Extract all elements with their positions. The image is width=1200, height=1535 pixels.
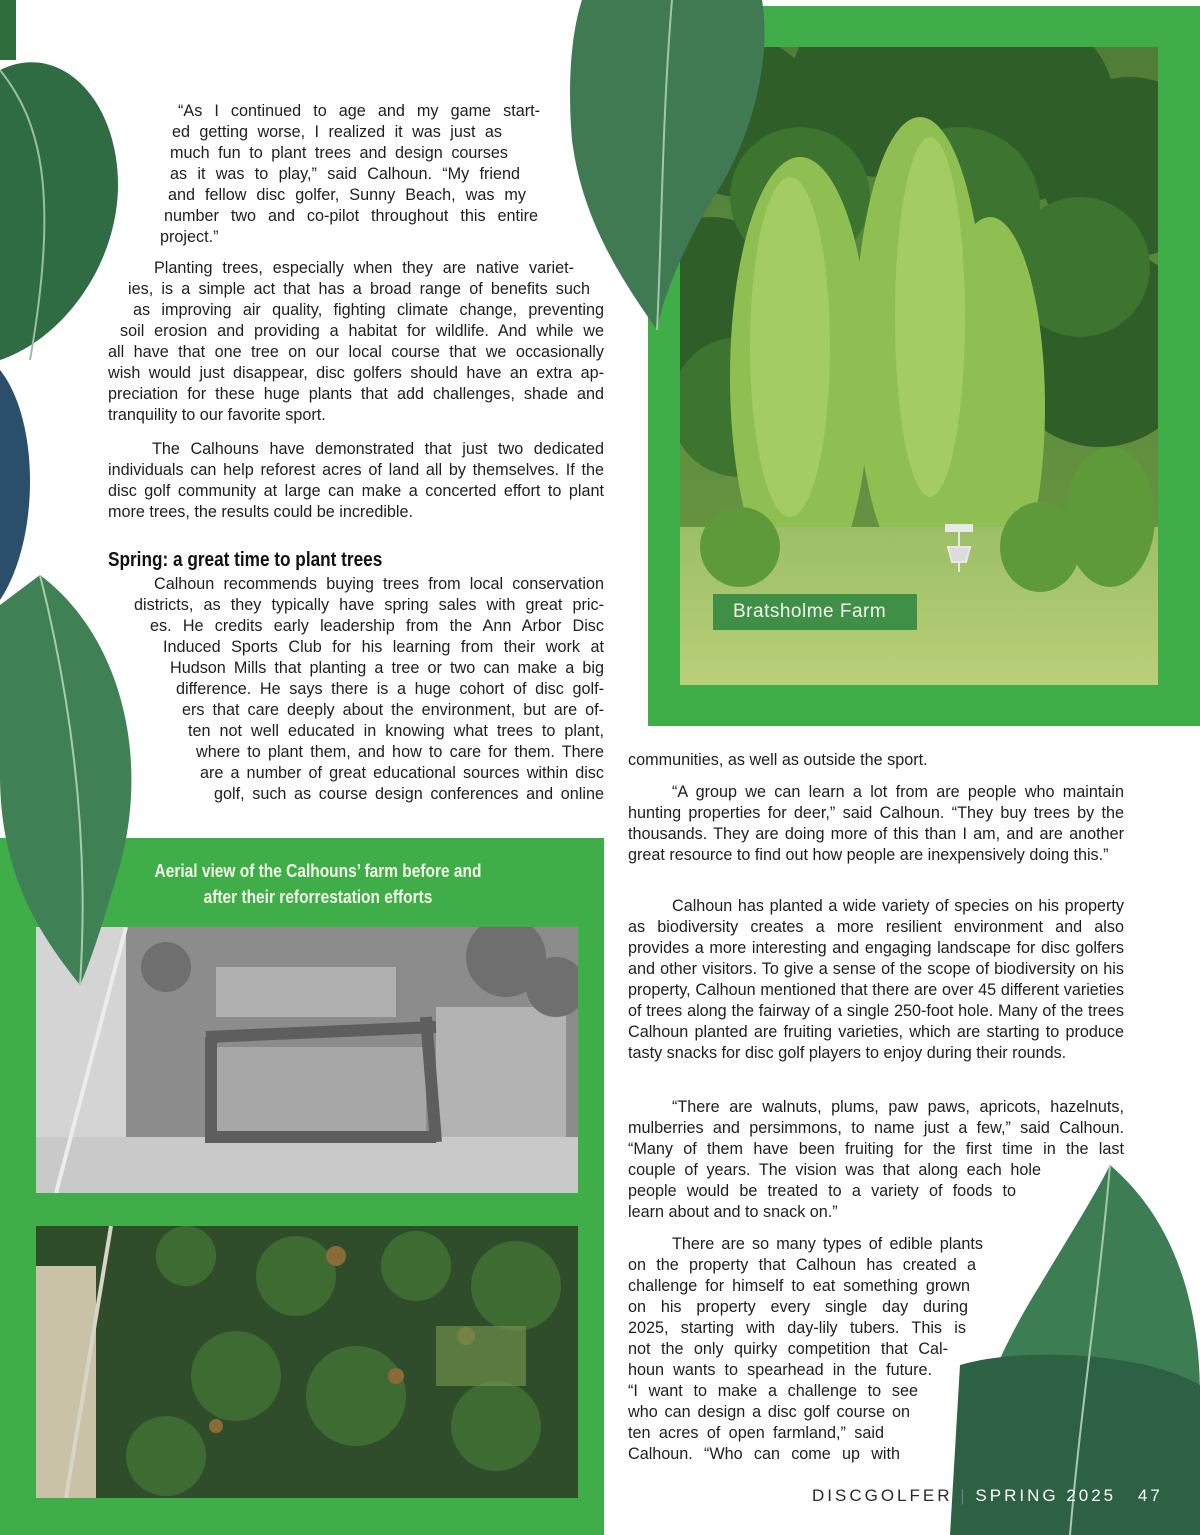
aerial-caption-line-1: Aerial view of the Calhouns’ farm before and	[154, 861, 482, 881]
column-2-para-4	[628, 1097, 1124, 1223]
footer-separator: |	[960, 1486, 968, 1505]
text-line: Calhoun recommends buying trees from local conservation	[154, 575, 604, 593]
text-line: and fellow disc golfer, Sunny Beach, was my	[168, 186, 526, 204]
text-line: ten acres of open farmland,” said	[628, 1424, 884, 1442]
text-line: on the property that Calhoun has created a	[628, 1256, 976, 1274]
aerial-after-photo	[36, 1226, 578, 1498]
photo-caption	[713, 594, 917, 630]
paragraph: The Calhouns have demonstrated that just two dedicated individuals can help reforest acres of land all by themselves. If the disc golf community at large can make a concerted effort to plant more trees, the results could be incredible.	[108, 440, 604, 521]
paragraph: “A group we can learn a lot from are people who maintain hunting properties for deer,” said Calhoun. “They buy trees by the thousands. They are doing more of this than I am, and are another great resource to find out how people are inexpensively doing this.”	[628, 783, 1124, 864]
text-line: tranquility to our favorite sport.	[108, 406, 326, 424]
photo-caption-text: Bratsholme Farm	[733, 601, 887, 622]
text-line: mulberries and persimmons, to name just a few,” said Calhoun.	[628, 1119, 1124, 1137]
column-1-para-3	[108, 439, 604, 523]
text-line: learn about and to snack on.”	[628, 1203, 838, 1221]
text-line: are a number of great educational sources within disc	[200, 764, 604, 782]
paragraph: Calhoun has planted a wide variety of species on his property as biodiversity creates a more resilient environment and also provides a more interesting and engaging landscape for disc golfers and other visitors. To give a sense of the scope of biodiversity on his property, Calhoun mentioned that there are over 45 different varieties of trees along the fairway of a single 250-foot hole. Many of the trees Calhoun planted are fruiting varieties, which are starting to produce tasty snacks for disc golf players to enjoy during their rounds.	[628, 897, 1124, 1062]
text-line: “I want to make a challenge to see	[628, 1382, 918, 1400]
text-line: 2025, starting with day-lily tubers. This is	[628, 1319, 966, 1337]
text-line: “Many of them have been fruiting for the first time in the last	[628, 1140, 1124, 1158]
text-line: number two and co-pilot throughout this entire	[164, 207, 538, 225]
text-line: golf, such as course design conferences and online	[214, 785, 604, 803]
aerial-caption-line-2: after their reforrestation efforts	[203, 887, 433, 907]
text-line: project.”	[160, 228, 219, 246]
column-1-para-1	[160, 101, 540, 248]
text-line: es. He credits early leadership from the Ann Arbor Disc	[150, 617, 604, 635]
text-line: preciation for these huge plants that add challenges, shade and	[108, 385, 604, 403]
text-line: Planting trees, especially when they are native variet-	[154, 259, 574, 277]
text-line: as improving air quality, fighting climate change, preventing	[133, 301, 604, 319]
text-line: There are so many types of edible plants	[672, 1235, 983, 1253]
text-line: difference. He says there is a huge cohort of disc golf-	[176, 680, 604, 698]
text-line: “There are walnuts, plums, paw paws, apricots, hazelnuts,	[672, 1098, 1124, 1116]
text-line: all have that one tree on our local course that we occasionally	[108, 343, 604, 361]
text-line: not the only quirky competition that Cal-	[628, 1340, 948, 1358]
column-2-para-5	[628, 1234, 988, 1465]
text-line: as it was to play,” said Calhoun. “My friend	[170, 165, 520, 183]
text-line: couple of years. The vision was that along each hole	[628, 1161, 1041, 1179]
text-line: districts, as they typically have spring sales with great pric-	[134, 596, 604, 614]
text-line: ed getting worse, I realized it was just as	[172, 123, 502, 141]
leaf-left-middle-icon	[0, 575, 150, 985]
column-1-para-2	[108, 258, 604, 426]
paragraph: communities, as well as outside the sport.	[628, 751, 928, 769]
issue-label: SPRING 2025	[975, 1486, 1117, 1505]
text-line: wish would just disappear, disc golfers should have an extra ap-	[108, 364, 604, 382]
column-2-para-2	[628, 782, 1124, 866]
text-line: who can design a disc golf course on	[628, 1403, 910, 1421]
text-line: Induced Sports Club for his learning from their work at	[163, 638, 604, 656]
text-line: ten not well educated in knowing what trees to plant,	[188, 722, 604, 740]
page-number: 47	[1137, 1486, 1163, 1505]
leaf-left-top-icon	[0, 40, 120, 600]
text-line: Hudson Mills that planting a tree or two can make a big	[170, 659, 604, 677]
aerial-caption	[118, 858, 518, 910]
text-line: soil erosion and providing a habitat for wildlife. And while we	[120, 322, 604, 340]
text-line: where to plant them, and how to care for them. There	[196, 743, 604, 761]
text-line: Calhoun. “Who can come up with	[628, 1445, 900, 1463]
text-line: ies, is a simple act that has a broad range of benefits such	[128, 280, 590, 298]
text-line: “As I continued to age and my game start-	[178, 102, 540, 120]
column-2-para-1	[628, 750, 1124, 771]
text-line: people would be treated to a variety of foods to	[628, 1182, 1016, 1200]
magazine-name: DISCGOLFER	[812, 1486, 953, 1505]
text-line: houn wants to spearhead in the future.	[628, 1361, 932, 1379]
text-line: much fun to plant trees and design courses	[170, 144, 508, 162]
text-line: challenge for himself to eat something grown	[628, 1277, 970, 1295]
text-line: on his property every single day during	[628, 1298, 968, 1316]
column-1-para-4	[134, 574, 604, 805]
page-footer	[812, 1486, 1163, 1506]
section-heading: Spring: a great time to plant trees	[108, 549, 383, 571]
column-2-para-3	[628, 896, 1124, 1064]
text-line: ers that care deeply about the environment, but are of-	[182, 701, 604, 719]
